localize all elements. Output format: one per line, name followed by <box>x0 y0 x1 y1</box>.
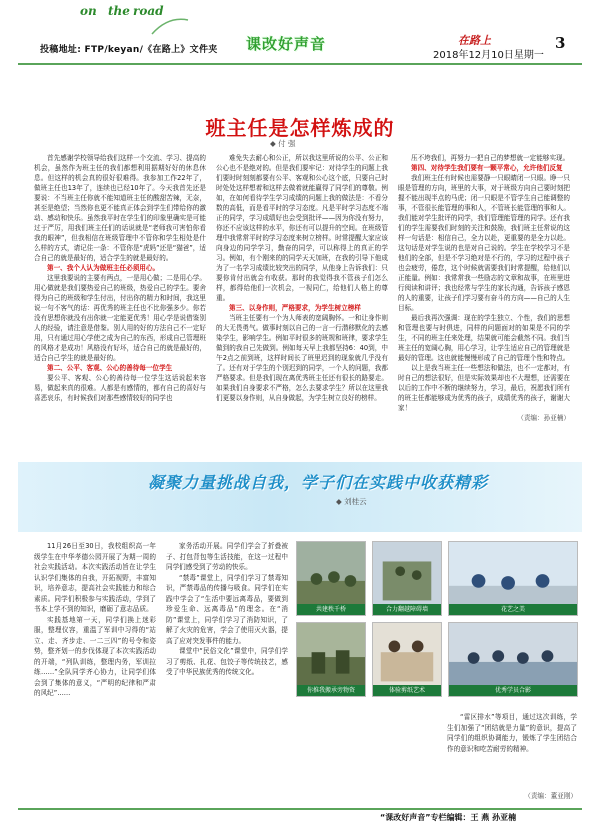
article1-column-1 <box>34 153 206 458</box>
paragraph: 难免失去耐心和公正，所以我这里所说的公平、公正和公心也不是绝对的。但是我们要牢记：对待学生的问题上我们要时时刻刻都要有公平、客观和公心这个底，只要自己时时处处这样想着和这样去做着就能赢得了同学们的尊敬。例如，在如何看待学生学习成绩的问题上我的做法是：不看分数的高低，而是看平时的学习态度。凡是平时学习态度不端正的同学，学习成绩好也会受到批评——因为你没有努力，你还不应该这样的水平，你还有可以提升的空间。在班级管理中我常常平时的学习态度来树立榜样。时常提醒大家应该向身边的同学学习，勤奋的同学，可以称得上的真正的学习。例如，有个刚来的的同学天天加班，在我的引导下他成为了一名学习成绩比较突出的同学，从他身上告诉我们：只要你肯付出就会有收获。那时的我觉得我不管孩子们怎么样，都得给他们一次机会，一视同仁，给他们人格上的尊重。 <box>216 154 388 302</box>
byline-marker-icon: ◆ <box>336 497 342 506</box>
paragraph: 课堂中“民俗文化”课堂中，同学们学习了剪纸、扎花、包饺子等传统技艺，感受了中华民族优秀的传统文化。 <box>166 647 288 676</box>
paragraph: 要公平、客观、公心的善待每一位学生这话说起来容易，做起来真的很难。人都是有感情的，都有自己的喜好与喜恶哀乐，有时候我们对那些感情较好的同学也 <box>34 374 206 402</box>
photo-3 <box>448 541 578 616</box>
subheading: 第一、我个人认为做班主任必须用心。 <box>47 264 160 272</box>
page-header <box>0 0 600 64</box>
road-word-road: road <box>133 4 164 18</box>
contribute-address: 投稿地址: FTP/keyan/《在路上》文件夹 <box>40 45 218 55</box>
paragraph: 最后我再次强调：现在的学生独立、个性，我们的思想和管理也要与时俱进，同样的问题面对的如果是不同的学生，不同的班主任来处理，结果就可能会截然不同。我们当班主任的宽阔心胸，用心学习，让学生适应自己的管理就是最好的管理。这也就能慢慢形成了自己的管理个性和特点。 <box>398 314 570 362</box>
road-curve-icon <box>150 14 190 36</box>
subheading: 第二、公平、客观、公心的善待每一位学生 <box>47 364 173 372</box>
article1-column-2 <box>216 153 388 458</box>
byline-marker-icon: ◆ <box>270 139 276 148</box>
photo-5-caption: 体验剪纸艺术 <box>373 685 441 696</box>
paragraph: 这里我要说的主要有两点，一是用心做；二是用心学。用心做就是我们要热爱自己的班级，热爱自己的学生。要舍得为自己的班级和学生付出，付出你的精力和时间，我这里说一句不客气的话：再优秀的班主任也不比你强多少。你若没有思想你就没有出你就一定能更优秀！用心学是说借鉴别人的经验，请注意是借鉴。别人用的好的方法自己不一定好用，只有通过用心学使之成为自己的东西，形成自己管理班的风格才是成功！风格没有好坏，适合自己的就是最好的，适合自己学生的就是最好的。 <box>34 274 206 362</box>
paragraph: 压不垮我们，再努力一把自己的梦想就一定能够实现。 <box>411 154 570 162</box>
photo-1-caption: 共建秩千桥 <box>297 604 365 615</box>
footer-rule <box>18 808 582 810</box>
paragraph: 11月26日至30日，我校组织高一年级学生在中华孝德公园开展了为期一周的社会实践活动。本次实践活动旨在让学生认识学们集体的自我，开拓视野，丰富知识，培养意志，提高社会实践能力和综合素质。同学们积极参与实践活动，学到了书本上学不到的知识，磨砺了意志品质。 <box>34 542 156 613</box>
paragraph: 家务活动开展。同学们学会了折叠被子、打包背包等生活技能，在这一过程中同学们感受到了劳动的快乐。 <box>166 542 288 571</box>
paragraph: 实践基地第一天，同学们换上迷彩服，整理仪容，重温了军训中习得的“站立、走、齐步走、一二三四”的号令和姿势，整齐划一的步伐体现了本次实践活动的开端，“列队训练，整理内务，军训拉练……”全队同学齐心协力，让同学们体会到了集体的意义，“严明的纪律和严肃的风纪”…… <box>34 615 156 697</box>
article2-byline: ◆ 刘桂云 <box>336 497 367 506</box>
road-word-the: the <box>108 4 130 18</box>
column-editors: “课改好声音”专栏编辑：王 燕 孙亚楠 <box>380 813 517 822</box>
page-number: 3 <box>555 34 566 52</box>
photo-2 <box>372 541 442 616</box>
section-title: 课改好声音 <box>246 35 327 53</box>
paragraph: 以上是我当班主任一些想法和做法，也不一定都对，有时自己的想法很好，但是实际效果却也不大理想，还需要在以后的工作中不断的继续努力，学习，最后，祝愿我们所有的班主任都能够成为优秀的孩子，成绩优秀的孩子，谢谢大家！ <box>398 364 570 412</box>
subheading: 第三、以身作则，严格要求，为学生树立榜样 <box>229 304 361 312</box>
photo-6 <box>448 622 578 697</box>
article1-column-3 <box>398 153 570 458</box>
article1-credit: （责编：孙亚楠） <box>517 414 570 422</box>
article2-title: 凝聚力量挑战自我，学子们在实践中收获精彩 <box>148 473 489 492</box>
paragraph: 当班主任要有一个为人师表的宽阔胸怀。一和让身作则的大无畏勇气。做事时刻以自己的一言一行潜移默化的去感染学生，影响学生。例如平时很多的班规和班律，要求学生做到的我自己先做到。例如每天早上我都坚持6：40到，中午2点之前到班，这样时间长了班里迟到的现象就几乎没有了。还有对于学生的个别迟到的同学，一个人的问题，我都严格要求。但是我们现在离优秀班主任还有很长的路要走。如果我们自身要求不严格，怎么去要求学生？所以在这里我们更要以身作则，从自身做起，为学生树立良好的榜样。 <box>216 314 388 402</box>
photo-4 <box>296 622 366 697</box>
paragraph: 首先感谢学校领导给我们这样一个交流、学习、提高的机会，虽然作为班主任的我们都想利用据期好好的休息休息。但这样的机会真的很好很难得。我参加工作22年了，做班主任也13年了，连续也已经10年了。今天我首先还是要说：不当班主任你就不能知道班主任的酸甜苦辣，无奈，甚至是绝望；当然你也更不能真正体会到学生们带给你的激动、感动和快乐。虽然我平时在学生们的印象里确实是可能过于严厉，用我们班主任们的话说就是“老师我可害怕你看我的眼神”，但我相信在班级管理中不管你和学生相处是什么样的方式，请记住一条：不管你是“虎妈”还是“猫爸”，适合自己的就是最好的，适合学生的就是最好的。 <box>34 154 206 262</box>
paragraph: “雷区排水”等项目，通过这次训练，学生们加强了“团结就是力量”的意识，提高了同学们的组织协调能力，锻炼了学生团结合作的意识和吃苦耐劳的精神。 <box>447 713 577 753</box>
article2-column-4 <box>447 712 577 792</box>
subheading: 第四、对待学生我们要有一颗平常心，允许他们反复 <box>411 164 563 172</box>
photo-5 <box>372 622 442 697</box>
paragraph: “禁毒”课堂上，同学们学习了禁毒知识，严禁毒品的传播与吸食。同学们在实践中学会了“生活中要远离毒品，要做到珍爱生命、远离毒品”的理念。在“消防”课堂上，同学们学习了消防知识，了解了火灾的危害，学会了使用灭火器，提高了应对突发事件的能力。 <box>166 573 288 645</box>
photo-1 <box>296 541 366 616</box>
article2-column-2 <box>166 541 288 786</box>
article2-credit: （责编：董亚刚） <box>524 792 577 800</box>
article2-column-1 <box>34 541 156 786</box>
photo-6-caption: 优秀学员合影 <box>449 685 577 696</box>
paragraph: 我们班主任有时候也需要静一只眼睛闭一只眼。睁一只眼是管理的方向，班里的大事，对于班级方向自己要时刻把握不能出现半点的马虎；闭一只眼是不管学生自己能调整的事，不管很长能管理的事和人，不管班长能管理的事和人。我们能对学生批评的同学，我们管理能管理的同学。还有我们的学生需要我们时刻的关注和鼓励，我们班主任常说的这样一句话是：相信自己，全力以赴，更重要的是全力以赴。这句话是对学生说的也是对自己说的。学生在学校学习不是他们的全部，但是不学习绝对是不行的，学习的过程中孩子也会疲劳，倦怠，这个时候就需要我们时常提醒，给他们以正能量。例如：我常常我一些励志的文章和故事，在班里进行阅读和讲评；我也经常与学生的家长沟通，告诉孩子感恩的人的重要，让孩子们学习要有奋斗的方向——自己的人生目标。 <box>398 174 570 312</box>
article1-byline: ◆ 付 强 <box>270 139 296 148</box>
photo-3-caption: 花艺之美 <box>449 604 577 615</box>
issue-date: 2018年12月10日星期一 <box>433 50 544 61</box>
paper-name: 在路上 <box>458 34 491 47</box>
photo-4-caption: 你推我搬承旁物资 <box>297 685 365 696</box>
article1-title: 班主任是怎样炼成的 <box>205 116 395 140</box>
photo-2-caption: 合力翻越障碍墙 <box>373 604 441 615</box>
header-rule <box>18 63 582 65</box>
road-word-on: on <box>80 4 97 18</box>
